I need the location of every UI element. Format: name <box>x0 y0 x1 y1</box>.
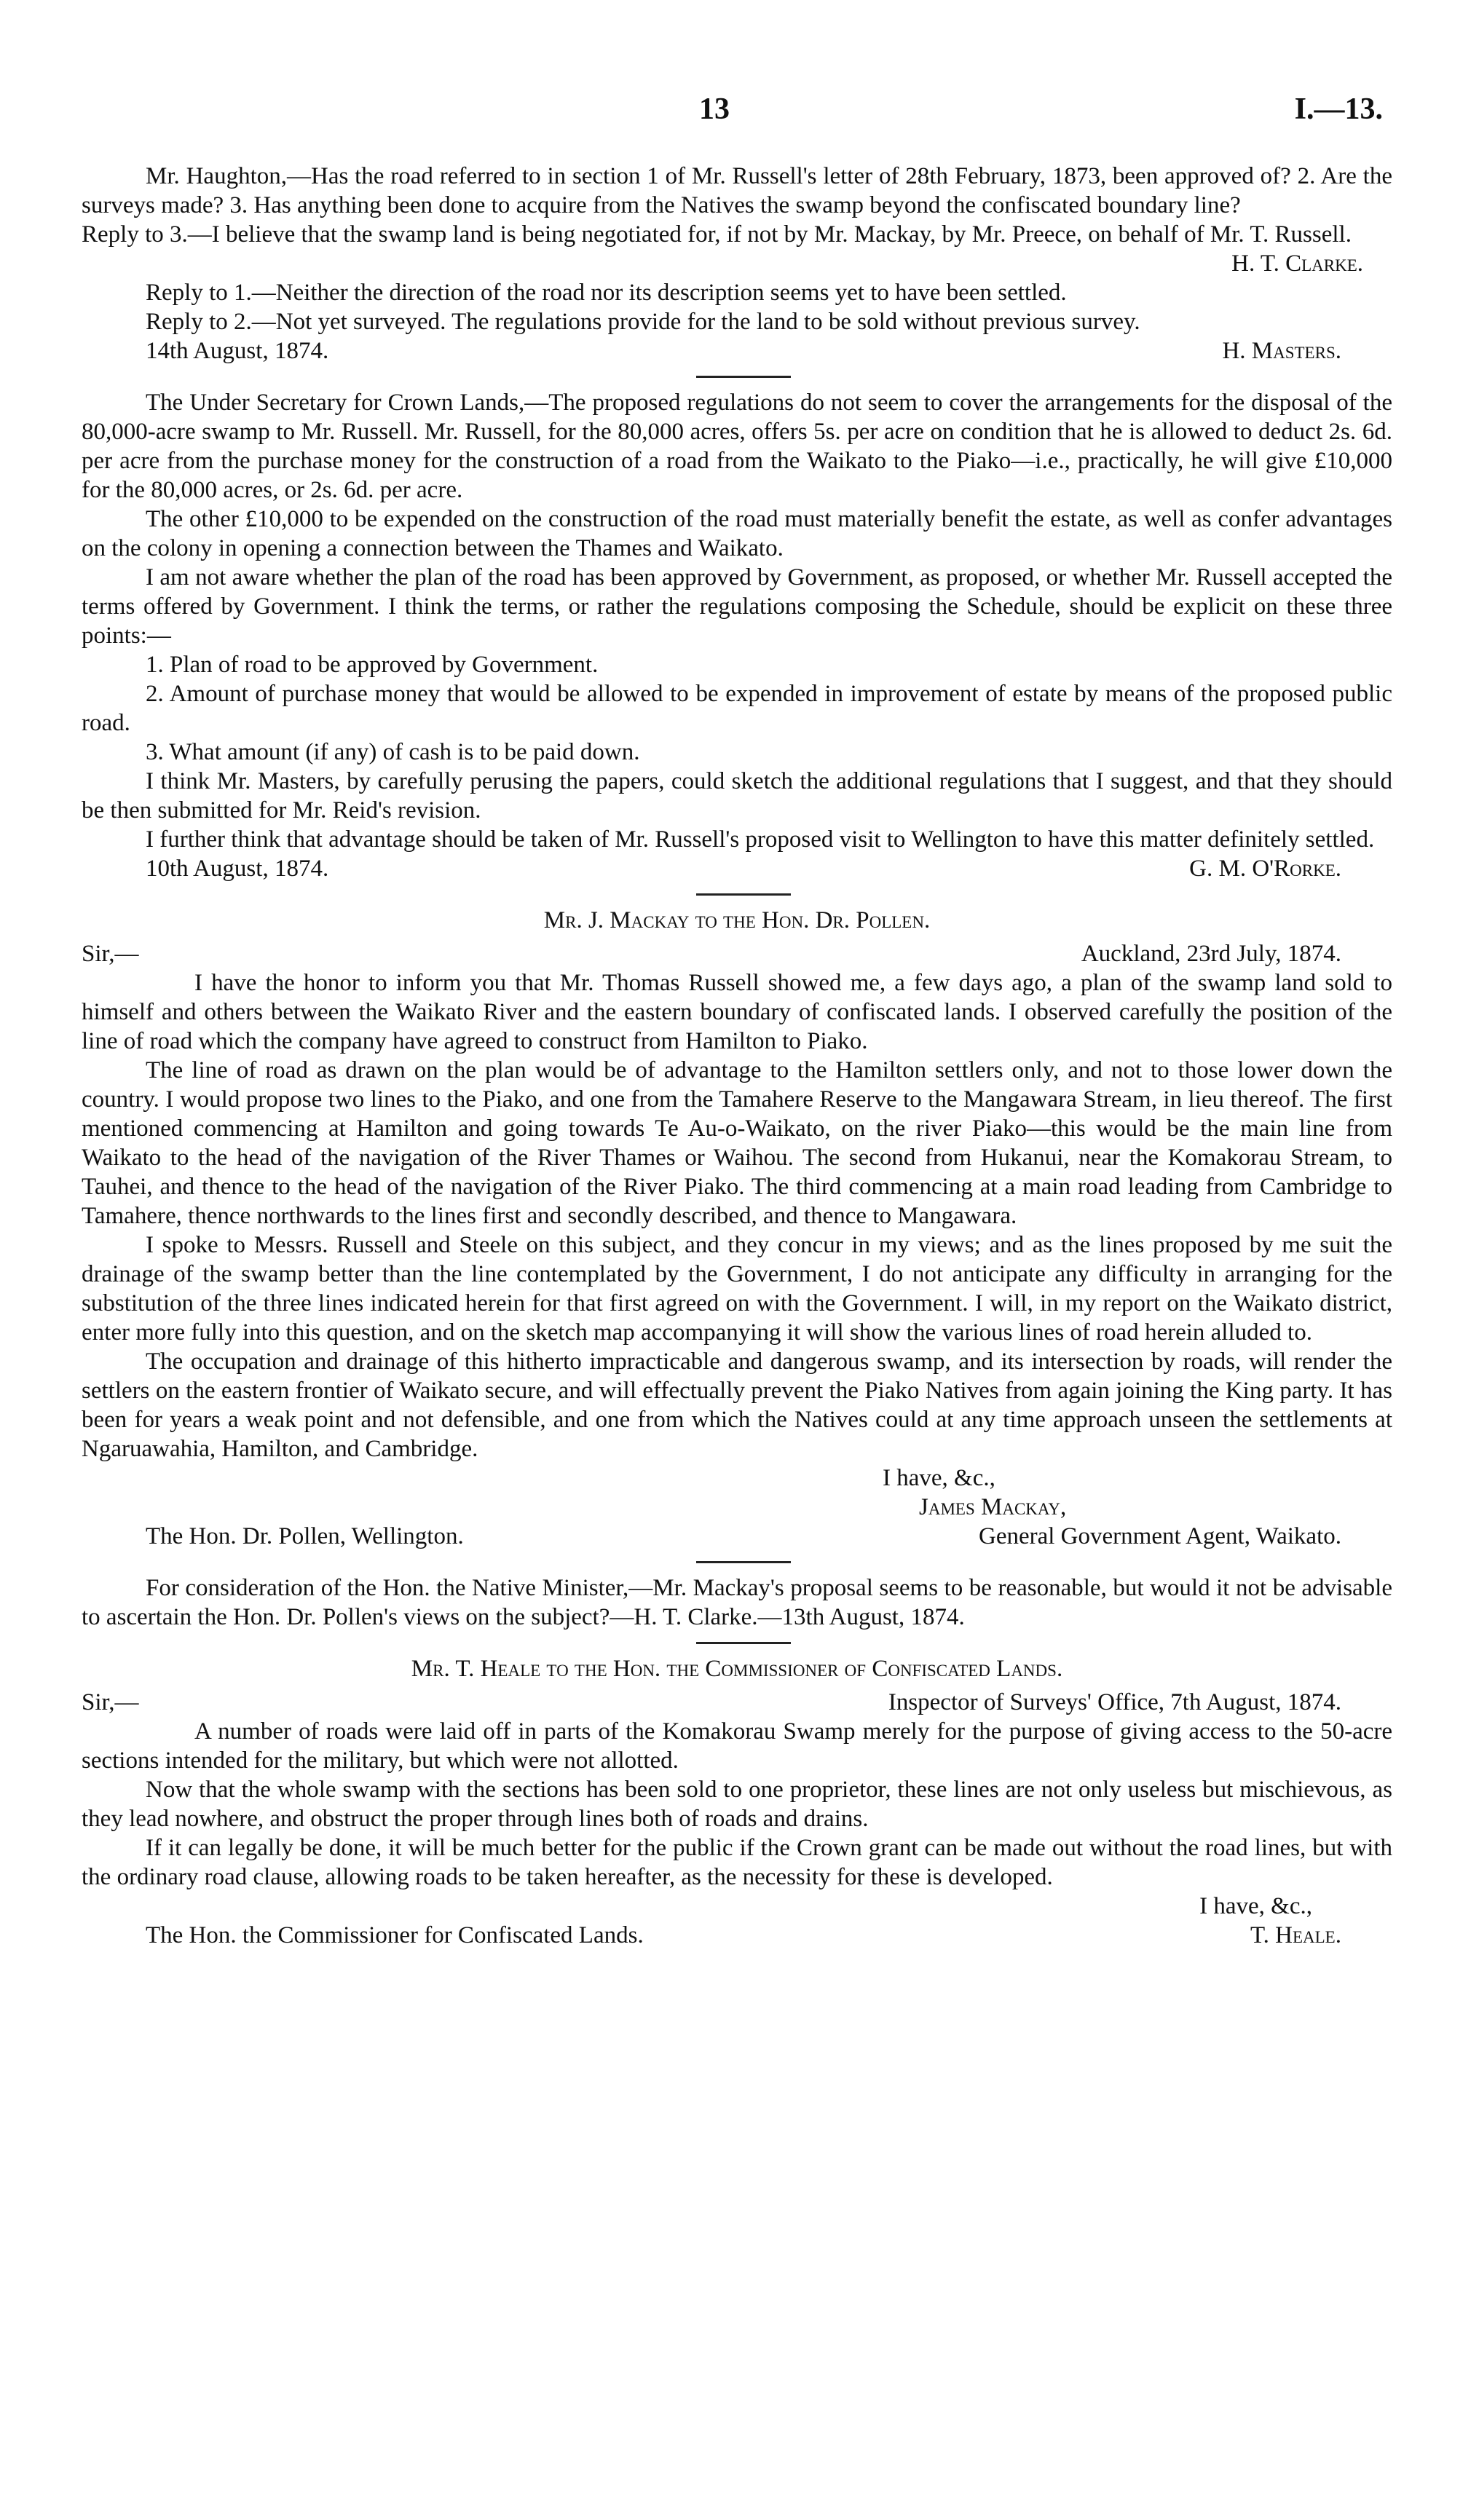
memo-paragraph-3: I am not aware whether the plan of the road has been approved by Government, as proposed, or whether Mr. Russell accepted the terms offered by Government. I think the terms, or rather the regulations composing the Schedule, should be explicit on these three points:— <box>82 564 1392 649</box>
reply-1: Reply to 1.—Neither the direction of the road nor its description seems yet to have been settled. <box>146 280 1067 306</box>
clarke-minute: For consideration of the Hon. the Native Minister,—Mr. Mackay's proposal seems to be reasonable, but would it not be advisable to ascertain the Hon. Dr. Pollen's views on the subject?—H. T. Clarke.—13th August, 1874. <box>82 1575 1392 1630</box>
haughton-query: Mr. Haughton,—Has the road referred to in section 1 of Mr. Russell's letter of 28th February, 1873, been approved of? 2. Are the surveys made? 3. Has anything been done to acquire from the Natives the swamp beyond the confiscated boundary line? <box>82 163 1392 218</box>
mackay-paragraph-1: I have the honor to inform you that Mr. Thomas Russell showed me, a few days ago, a plan of the swamp land sold to himself and others between the Waikato River and the eastern boundary of confiscated lands. I observed carefully the position of the line of road which the company have agreed to construct from Hamilton to Piako. <box>82 970 1392 1054</box>
masters-signature-block <box>82 336 1392 366</box>
document-body <box>82 162 1392 1950</box>
reply-3 <box>82 220 1392 278</box>
heale-place-date: Inspector of Surveys' Office, 7th August, 1874. <box>888 1689 1341 1715</box>
mackay-addressee: The Hon. Dr. Pollen, Wellington. <box>146 1523 464 1549</box>
ororke-date: 10th August, 1874. <box>146 856 329 882</box>
mackay-signature: James Mackay, <box>919 1494 1067 1520</box>
ororke-signature: G. M. O'Rorke. <box>1189 856 1341 882</box>
heale-paragraph-1: A number of roads were laid off in parts of the Komakorau Swamp merely for the purpose of giving access to the 50-acre sections intended for the military, but which were not allotted. <box>82 1718 1392 1774</box>
heale-footer <box>82 1921 1392 1950</box>
heale-paragraph-2: Now that the whole swamp with the sections has been sold to one proprietor, these lines are not only useless but mischievous, as they lead nowhere, and obstruct the proper through lines both of roads and drains. <box>82 1777 1392 1832</box>
divider <box>696 376 791 378</box>
heale-letter-title: Mr. T. Heale to the Hon. the Commissioner of Confiscated Lands. <box>411 1656 1063 1682</box>
mackay-salutation-line <box>82 939 1392 968</box>
memo-point-1: 1. Plan of road to be approved by Government. <box>146 652 599 678</box>
mackay-letter-title: Mr. J. Mackay to the Hon. Dr. Pollen. <box>543 907 931 933</box>
reply-2: Reply to 2.—Not yet surveyed. The regulations provide for the land to be sold without previous survey. <box>146 309 1140 335</box>
under-secretary-memo: The Under Secretary for Crown Lands,—The proposed regulations do not seem to cover the arrangements for the disposal of the 80,000-acre swamp to Mr. Russell. Mr. Russell, for the 80,000 acres, offers 5s. per acre on condition that he is allowed to deduct 2s. 6d. per acre from the purchase money for the construction of a road from the Waikato to the Piako—i.e., practically, he will give £10,000 for the 80,000 acres, or 2s. 6d. per acre. <box>82 390 1392 503</box>
memo-point-3: 3. What amount (if any) of cash is to be paid down. <box>146 739 640 765</box>
heale-signature: T. Heale. <box>1250 1922 1341 1948</box>
masters-date: 14th August, 1874. <box>146 338 329 364</box>
page-header <box>0 92 1479 138</box>
reply-3-text: Reply to 3.—I believe that the swamp land is being negotiated for, if not by Mr. Mackay, by Mr. Preece, on behalf of Mr. T. Russell. <box>82 221 1352 248</box>
ororke-signature-block <box>82 854 1392 883</box>
heale-addressee: The Hon. the Commissioner for Confiscated Lands. <box>146 1922 644 1948</box>
heale-salutation-line <box>82 1688 1392 1717</box>
reply-3-signature: H. T. Clarke. <box>1231 250 1363 277</box>
heale-salutation: Sir,— <box>82 1689 139 1715</box>
mackay-paragraph-3: I spoke to Messrs. Russell and Steele on this subject, and they concur in my views; and as the lines proposed by me suit the drainage of the swamp better than the line contemplated by the Government, I do not anticipate any difficulty in arranging for the substitution of the three lines indicated herein for that first agreed on with the Government. I will, in my report on the Waikato district, enter more fully into this question, and on the sketch map accompanying it will show the various lines of road herein alluded to. <box>82 1232 1392 1346</box>
document-reference: I.—13. <box>1294 92 1383 126</box>
mackay-place-date: Auckland, 23rd July, 1874. <box>1081 941 1341 967</box>
heale-closing: I have, &c., <box>1199 1893 1312 1919</box>
mackay-salutation: Sir,— <box>82 941 139 967</box>
memo-paragraph-2: The other £10,000 to be expended on the construction of the road must materially benefit the estate, as well as confer advantages on the colony in opening a connection between the Thames and Waikato. <box>82 506 1392 561</box>
page-number: 13 <box>699 92 730 126</box>
divider <box>696 1642 791 1644</box>
memo-point-2: 2. Amount of purchase money that would be allowed to be expended in improvement of estate by means of the proposed public road. <box>82 681 1392 736</box>
mackay-title: General Government Agent, Waikato. <box>979 1523 1341 1549</box>
divider <box>696 1561 791 1563</box>
divider <box>696 893 791 896</box>
mackay-footer <box>82 1522 1392 1551</box>
mackay-paragraph-2: The line of road as drawn on the plan would be of advantage to the Hamilton settlers only, and not to those lower down the country. I would propose two lines to the Piako, and one from the Tamahere Reserve to the Mangawara Stream, in lieu thereof. The first mentioned commencing at Hamilton and going towards Te Au-o-Waikato, on the river Piako—this would be the main line from Waikato to the head of the navigation of the River Thames or Waihou. The second from Hukanui, near the Komakorau Stream, to Tauhei, and thence to the head of the navigation of the River Piako. The third commencing at a main road leading from Cambridge to Tamahere, thence northwards to the lines first and secondly described, and thence to Mangawara. <box>82 1057 1392 1229</box>
mackay-paragraph-4: The occupation and drainage of this hitherto impracticable and dangerous swamp, and its intersection by roads, will render the settlers on the eastern frontier of Waikato secure, and will effectually prevent the Piako Natives from again joining the King party. It has been for years a weak point and not defensible, and one from which the Natives could at any time approach unseen the settlements at Ngaruawahia, Hamilton, and Cambridge. <box>82 1348 1392 1462</box>
memo-paragraph-5: I further think that advantage should be taken of Mr. Russell's proposed visit to Wellington to have this matter definitely settled. <box>146 826 1375 853</box>
heale-paragraph-3: If it can legally be done, it will be much better for the public if the Crown grant can be made out without the road lines, but with the ordinary road clause, allowing roads to be taken hereafter, as the necessity for these is developed. <box>82 1835 1392 1890</box>
masters-signature: H. Masters. <box>1222 338 1341 364</box>
mackay-closing: I have, &c., <box>883 1465 995 1491</box>
memo-paragraph-4: I think Mr. Masters, by carefully perusing the papers, could sketch the additional regulations that I suggest, and that they should be then submitted for Mr. Reid's revision. <box>82 768 1392 823</box>
